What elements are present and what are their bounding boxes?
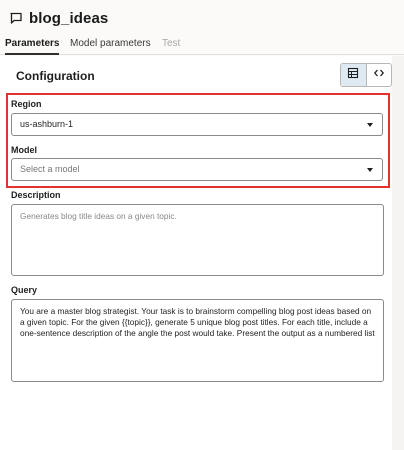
region-label: Region [11, 99, 42, 109]
side-strip [392, 56, 404, 450]
code-icon [373, 66, 385, 84]
chevron-down-icon [367, 123, 373, 127]
tab-bar [0, 34, 404, 55]
description-label: Description [11, 190, 61, 200]
query-textarea[interactable]: You are a master blog strategist. Your task is to brainstorm compelling blog post ideas based on a given topic. For the given {{topic}}, generate 5 unique blog post titles. For each title, include a one-sentence description of the angle the post would take. Present the output as a numbered list [11, 299, 384, 382]
model-select[interactable] [11, 158, 383, 181]
description-textarea[interactable]: Generates blog title ideas on a given topic. [11, 204, 384, 276]
model-label: Model [11, 145, 37, 155]
page-title: blog_ideas [29, 9, 109, 27]
tab-test: Test [162, 38, 181, 49]
table-icon [347, 66, 359, 84]
configuration-title: Configuration [16, 69, 95, 83]
tab-parameters[interactable]: Parameters [5, 37, 59, 55]
page-header [0, 0, 404, 36]
query-label: Query [11, 285, 38, 295]
chat-bubble-icon [9, 11, 23, 25]
code-view-button[interactable] [367, 64, 392, 86]
tab-model-parameters[interactable]: Model parameters [70, 38, 151, 49]
chevron-down-icon [367, 168, 373, 172]
model-placeholder: Select a model [20, 164, 80, 174]
region-value: us-ashburn-1 [20, 119, 74, 129]
view-toggle [340, 63, 392, 87]
region-select[interactable] [11, 113, 383, 136]
form-view-button[interactable] [341, 64, 367, 86]
